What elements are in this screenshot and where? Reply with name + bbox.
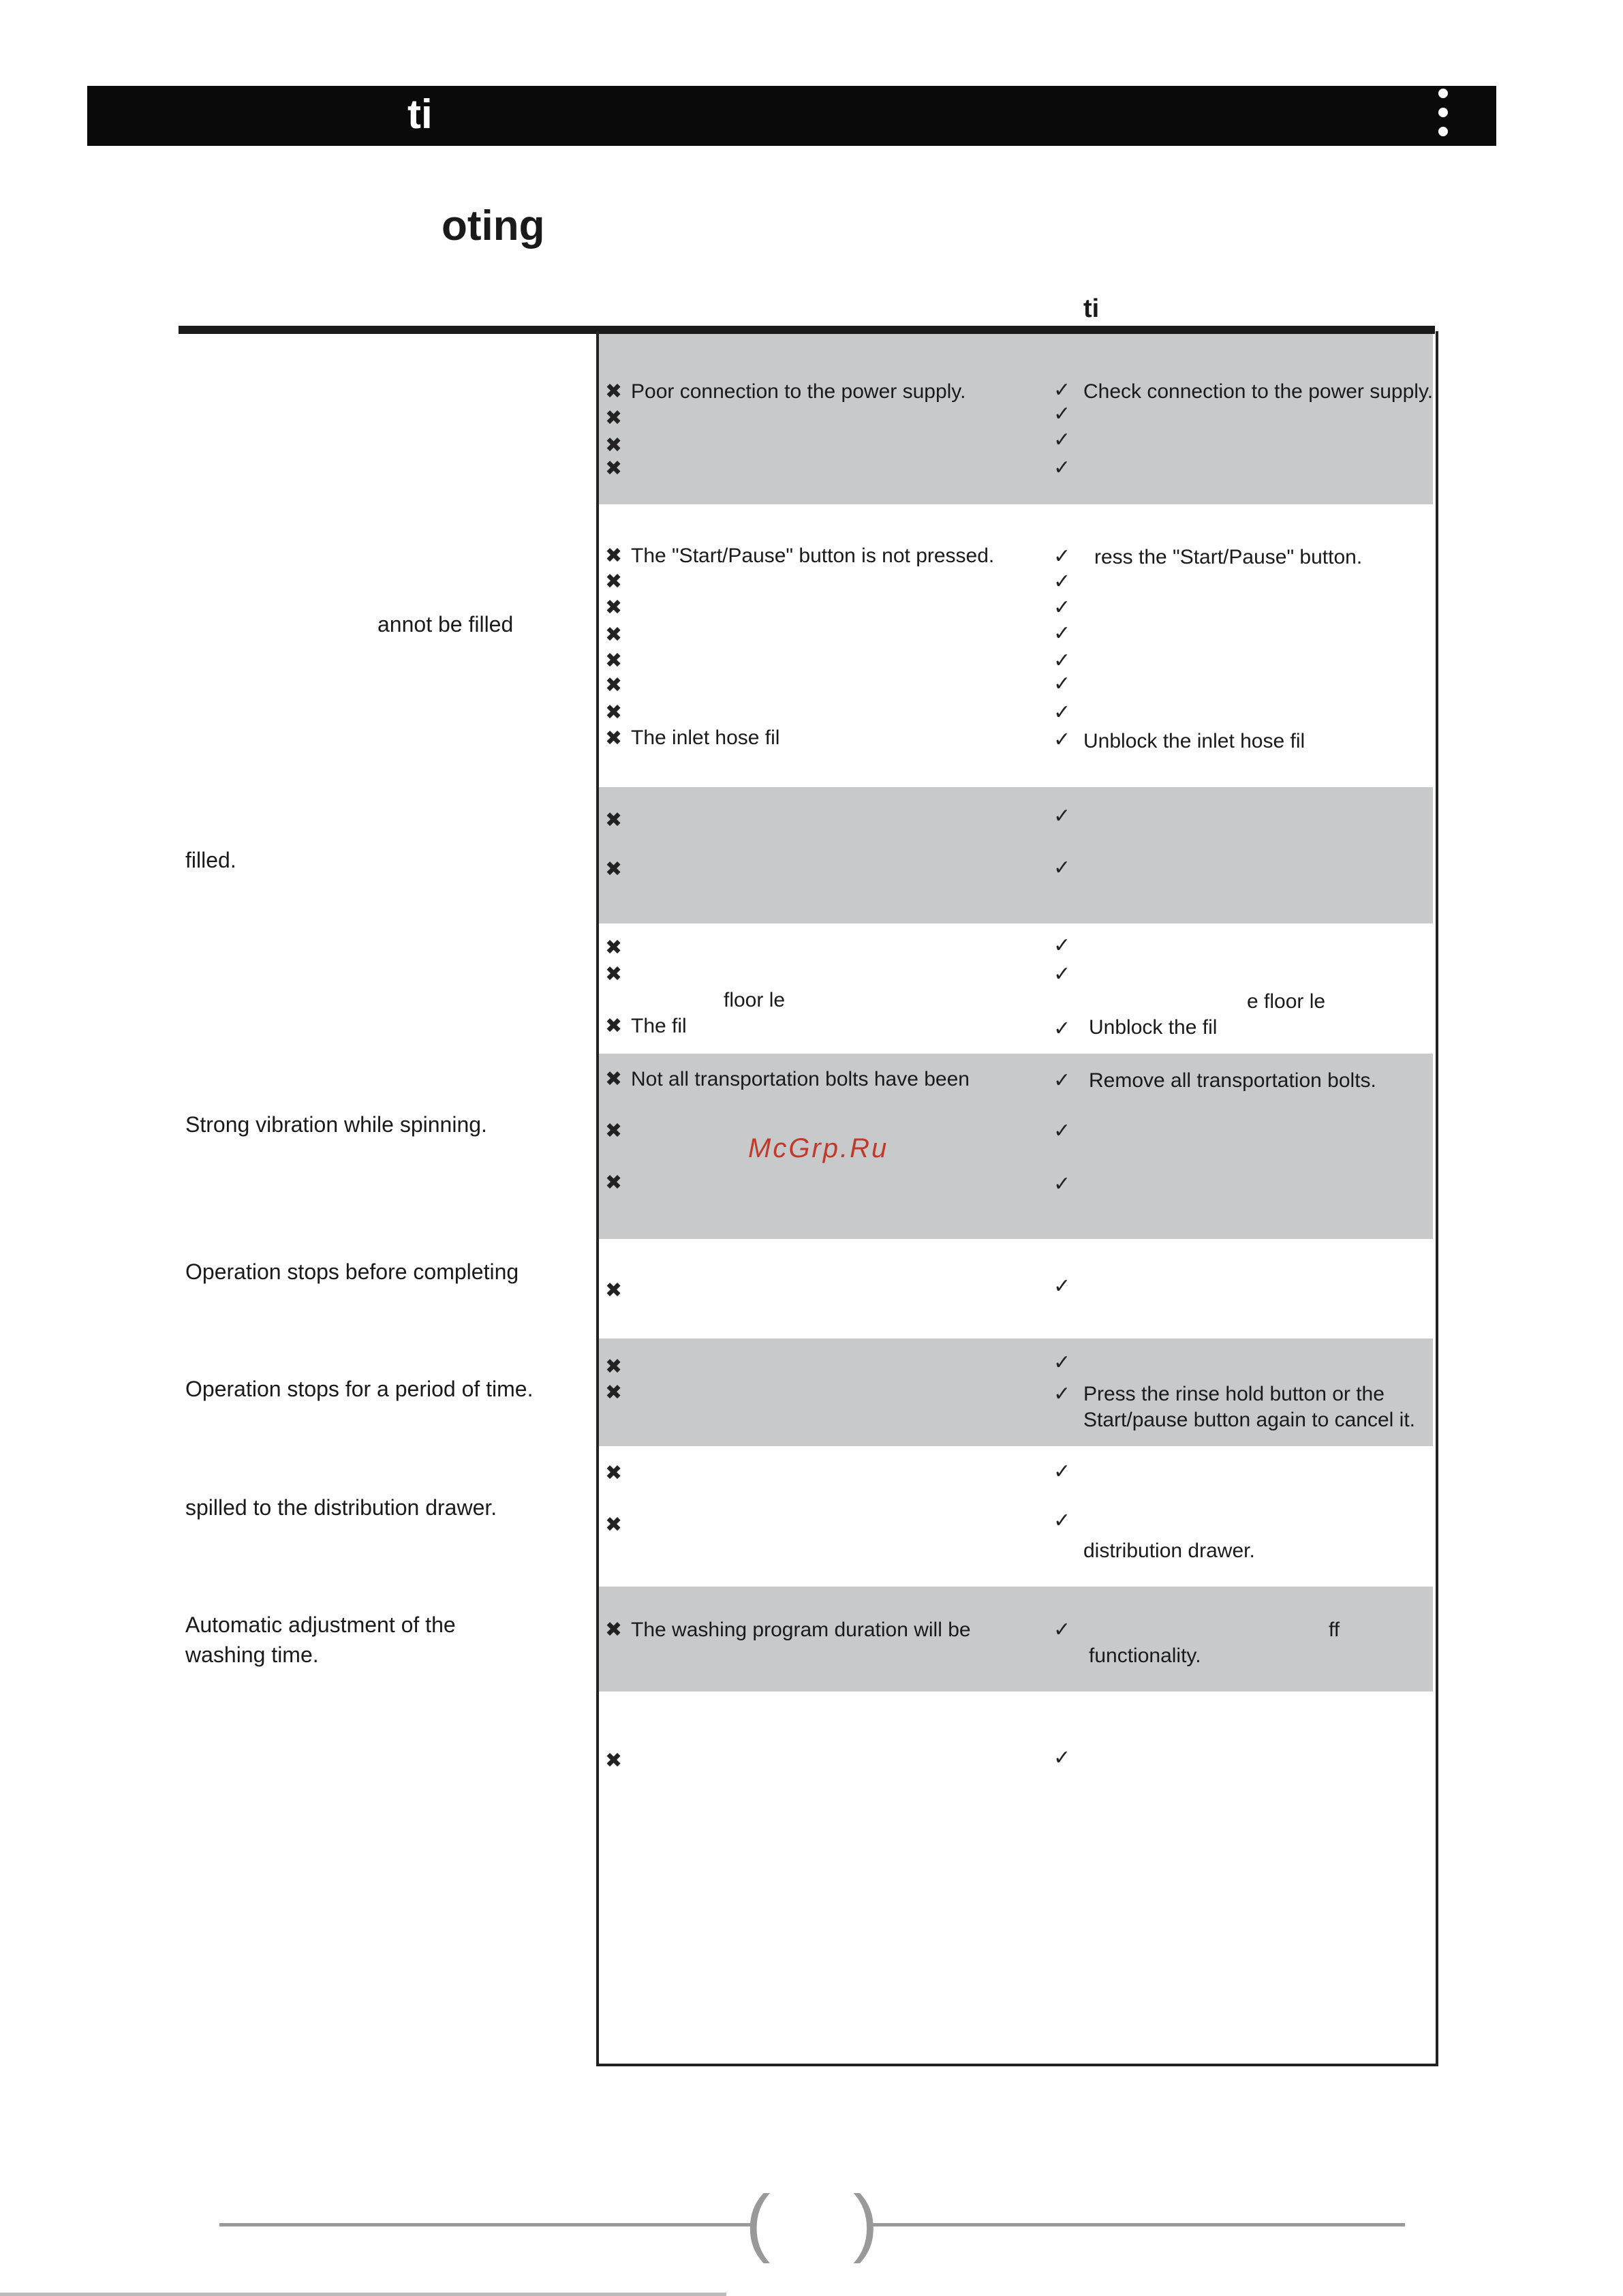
check-icon: ✓: [1053, 429, 1071, 451]
cross-icon: ✖: [605, 545, 623, 567]
cross-icon: ✖: [605, 624, 623, 646]
cross-icon: ✖: [605, 1749, 623, 1772]
check-icon: ✓: [1053, 857, 1071, 879]
cross-icon: ✖: [605, 1356, 623, 1378]
page-title: oting: [442, 202, 545, 249]
check-icon: ✓: [1053, 1017, 1071, 1040]
check-icon: ✓: [1053, 649, 1071, 672]
check-icon: ✓: [1053, 673, 1071, 695]
check-icon: ✓: [1053, 1747, 1071, 1769]
cause-text: Poor connection to the power supply.: [631, 380, 966, 403]
cross-icon: ✖: [605, 809, 623, 831]
cross-icon: ✖: [605, 1462, 623, 1484]
solution-text: Start/pause button again to cancel it.: [1083, 1409, 1415, 1431]
check-icon: ✓: [1053, 1173, 1071, 1195]
check-icon: ✓: [1053, 545, 1071, 568]
cross-icon: ✖: [605, 380, 623, 403]
cross-icon: ✖: [605, 1381, 623, 1404]
header-dots-icon: [1436, 85, 1450, 146]
cause-text: The fil: [631, 1015, 687, 1037]
check-icon: ✓: [1053, 1510, 1071, 1532]
cross-icon: ✖: [605, 407, 623, 429]
solution-text: Unblock the inlet hose fil: [1083, 730, 1305, 752]
cross-icon: ✖: [605, 434, 623, 457]
cross-icon: ✖: [605, 596, 623, 619]
solution-text: Check connection to the power supply.: [1083, 380, 1434, 403]
cross-icon: ✖: [605, 963, 623, 985]
check-icon: ✓: [1053, 457, 1071, 479]
cause-text: floor le: [724, 989, 786, 1011]
cross-icon: ✖: [605, 1120, 623, 1142]
check-icon: ✓: [1053, 379, 1071, 401]
check-icon: ✓: [1053, 1619, 1071, 1641]
cross-icon: ✖: [605, 570, 623, 593]
cross-icon: ✖: [605, 1514, 623, 1536]
solution-text: e floor le: [1247, 990, 1326, 1013]
cause-text: The washing program duration will be: [631, 1619, 971, 1641]
symptom-label: Automatic adjustment of the: [185, 1612, 456, 1637]
check-icon: ✓: [1053, 805, 1071, 827]
cross-icon: ✖: [605, 1068, 623, 1090]
solution-text: functionality.: [1089, 1644, 1201, 1667]
cause-text: The "Start/Pause" button is not pressed.: [631, 545, 995, 567]
solution-text: ress the "Start/Pause" button.: [1094, 546, 1363, 568]
symptom-label: Strong vibration while spinning.: [185, 1112, 487, 1137]
check-icon: ✓: [1053, 570, 1071, 593]
header-bar: [87, 86, 1496, 146]
cross-icon: ✖: [605, 701, 623, 724]
cross-icon: ✖: [605, 858, 623, 881]
check-icon: ✓: [1053, 729, 1071, 751]
cross-icon: ✖: [605, 1619, 623, 1641]
symptom-label: filled.: [185, 848, 236, 872]
check-icon: ✓: [1053, 1069, 1071, 1092]
symptom-label: Operation stops for a period of time.: [185, 1377, 534, 1401]
check-icon: ✓: [1053, 622, 1071, 645]
solution-text: Unblock the fil: [1089, 1016, 1218, 1039]
symptom-label: spilled to the distribution drawer.: [185, 1495, 497, 1520]
solution-text: Press the rinse hold button or the: [1083, 1383, 1385, 1405]
cause-text: The inlet hose fil: [631, 726, 780, 749]
check-icon: ✓: [1053, 1351, 1071, 1374]
table-frame: [596, 331, 1438, 2066]
footer-bracket-right-icon: ): [853, 2180, 878, 2264]
check-icon: ✓: [1053, 963, 1071, 985]
header-title: ti: [407, 91, 433, 137]
cross-icon: ✖: [605, 1279, 623, 1302]
cross-icon: ✖: [605, 1172, 623, 1194]
symptom-label: Operation stops before completing: [185, 1259, 519, 1284]
cross-icon: ✖: [605, 649, 623, 672]
check-icon: ✓: [1053, 1460, 1071, 1483]
footer-line-left: [219, 2223, 751, 2226]
check-icon: ✓: [1053, 596, 1071, 619]
check-icon: ✓: [1053, 934, 1071, 957]
watermark: McGrp.Ru: [748, 1133, 889, 1163]
check-icon: ✓: [1053, 1120, 1071, 1142]
symptom-label: annot be filled: [377, 612, 514, 637]
cause-text: Not all transportation bolts have been: [631, 1068, 970, 1090]
column-heading: ti: [1083, 294, 1100, 323]
footer-line-right: [867, 2223, 1405, 2226]
cross-icon: ✖: [605, 727, 623, 750]
check-icon: ✓: [1053, 1383, 1071, 1405]
check-icon: ✓: [1053, 1275, 1071, 1298]
cross-icon: ✖: [605, 1015, 623, 1037]
solution-text: distribution drawer.: [1083, 1540, 1255, 1562]
solution-text: Remove all transportation bolts.: [1089, 1069, 1376, 1092]
solution-text: ff: [1329, 1619, 1340, 1641]
bottom-strip: [0, 2293, 726, 2296]
symptom-label: washing time.: [185, 1642, 319, 1667]
cross-icon: ✖: [605, 457, 623, 480]
check-icon: ✓: [1053, 701, 1071, 724]
footer-bracket-left-icon: (: [745, 2180, 771, 2264]
check-icon: ✓: [1053, 403, 1071, 425]
cross-icon: ✖: [605, 674, 623, 697]
cross-icon: ✖: [605, 936, 623, 959]
